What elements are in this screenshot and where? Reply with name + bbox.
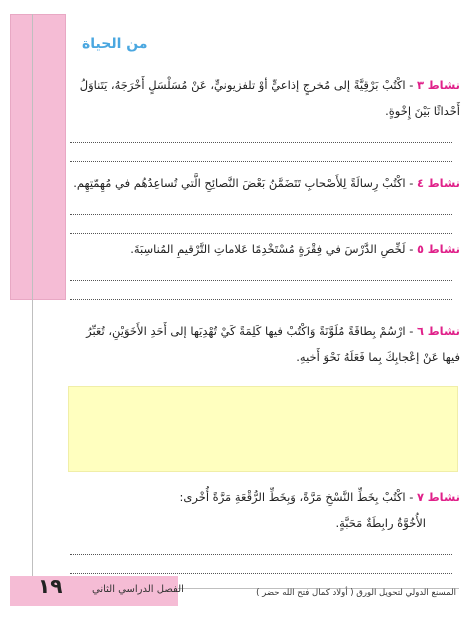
answer-line[interactable] [70, 215, 452, 234]
publisher-credit: المسنع الدولي لتحويل الورق ( أولاد كمال فتح الله حضر ) [256, 588, 456, 598]
activity-dash: - [405, 242, 414, 256]
activity-text: اكْتُبْ بِخَطِّ النَّسْخِ مَرَّةً، وَبِخَطِّ الرُّقْعَةِ مَرَّةً أُخْرى: [179, 490, 406, 504]
handwriting-phrase: الأُخُوَّةُ رابِطَةٌ مَحَبَّةٍ. [335, 516, 426, 530]
activity-number: ٣ [417, 78, 425, 92]
activity-5 [68, 236, 460, 300]
drawing-card-area[interactable] [68, 386, 458, 472]
activity-label: نشاط [427, 242, 460, 256]
answer-line[interactable] [70, 536, 452, 555]
activity-3 [68, 72, 460, 162]
activity-label: نشاط [427, 490, 460, 504]
activity-text: اكْتُبْ رِسالَةً لِلأَصْحابِ تَتَضَمَّنُ بَعْضَ النَّصائِحِ الَّتي تُساعِدُهُم في مُهِمّتِهِم. [73, 176, 406, 190]
activity-7 [68, 484, 460, 574]
answer-line[interactable] [70, 555, 452, 574]
page-number: ١٩ [38, 574, 63, 598]
activity-text: لَخِّصِ الدَّرْسَ في فِقْرَةٍ مُسْتَخْدِمًا عَلاماتِ التَّرْقيمِ المُناسِبَةَ. [130, 242, 406, 256]
activity-text: ارْسُمْ بِطاقَةً مُلَوَّنَةً وَاكْتُبْ فيها كَلِمَةً كَيْ تُهْدِيَها إلى أَحَدِ الأَخَوَيْنِ، تُعَبِّرُ فيها عَنْ إعْجابِكَ بِما فَعَلَهُ نَحْوَ أَخيهِ. [86, 324, 460, 364]
activity-4 [68, 170, 460, 234]
activity-4-prompt [68, 170, 460, 196]
activity-5-prompt [68, 236, 460, 262]
answer-line[interactable] [70, 143, 452, 162]
activity-number: ٤ [417, 176, 425, 190]
activity-text: اكْتُبْ بَرْقِيَّةً إلى مُخرجٍ إذاعيٍّ أوْ تلفزيونيٍّ، عَنْ مُسَلْسَلٍ أَخْرَجَهُ، يَتَناوَلُ أَحْداثًا بَيْنَ إِخْوةٍ. [79, 78, 460, 118]
answer-line[interactable] [70, 196, 452, 215]
answer-line[interactable] [70, 262, 452, 281]
activity-number: ٧ [417, 490, 425, 504]
activity-dash: - [405, 490, 414, 504]
activity-label: نشاط [427, 324, 460, 338]
activity-3-prompt [68, 72, 460, 124]
activity-number: ٦ [417, 324, 425, 338]
activity-label: نشاط [427, 176, 460, 190]
semester-label: الفصل الدراسي الثاني [92, 584, 184, 595]
activity-dash: - [405, 324, 414, 338]
answer-line[interactable] [70, 281, 452, 300]
activity-number: ٥ [417, 242, 425, 256]
activity-6-prompt [68, 318, 460, 370]
answer-line[interactable] [70, 124, 452, 143]
activity-label: نشاط [427, 78, 460, 92]
activity-dash: - [405, 176, 414, 190]
activity-7-prompt [68, 484, 460, 510]
section-title: من الحياة [82, 36, 148, 52]
activity-6 [68, 318, 460, 370]
activity-dash: - [405, 78, 414, 92]
